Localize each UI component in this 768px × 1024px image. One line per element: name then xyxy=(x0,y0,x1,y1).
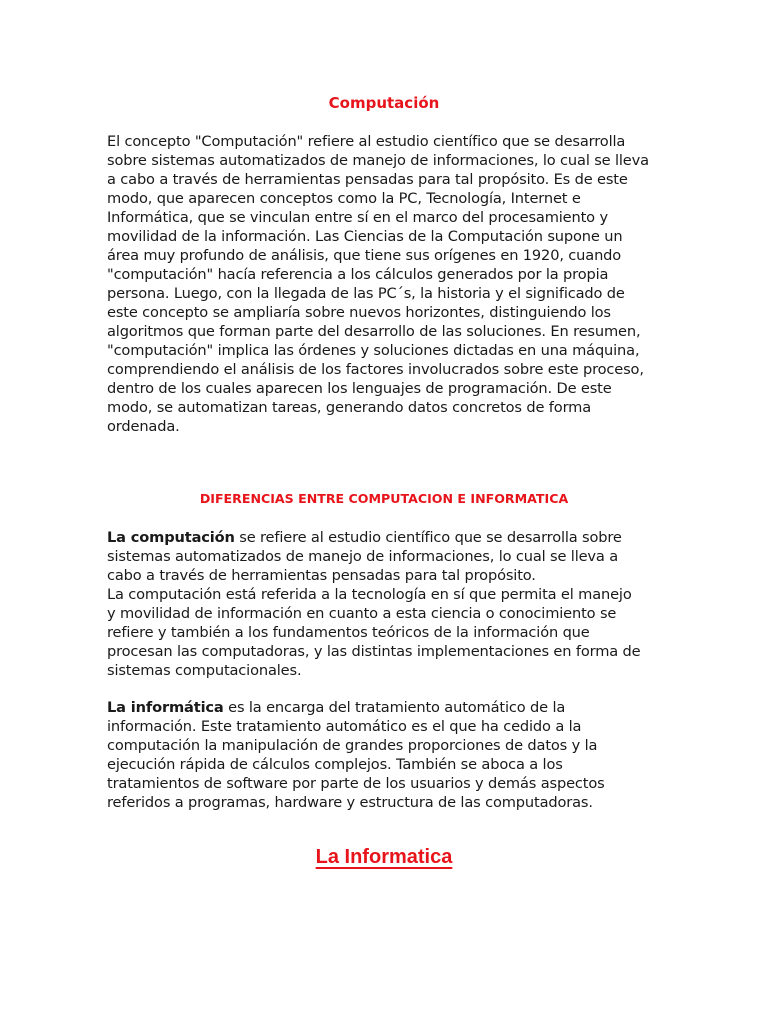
text-line xyxy=(107,698,667,717)
text-line: modo, que aparecen conceptos como la PC, Tecnología, Internet e xyxy=(107,190,581,207)
text-line: área muy profundo de análisis, que tiene sus orígenes en 1920, cuando xyxy=(107,247,622,264)
text-line: persona. Luego, con la llegada de las PC´s, la historia y el significado de xyxy=(107,285,625,302)
bold-term: La computación xyxy=(107,529,235,546)
text-line: tratamientos de software por parte de los usuarios y demás aspectos xyxy=(107,775,605,792)
text-line: sistemas automatizados de manejo de informaciones, lo cual se lleva a xyxy=(107,548,618,565)
text-line: sobre sistemas automatizados de manejo de informaciones, lo cual se lleva xyxy=(107,152,649,169)
text-line: modo, se automatizan tareas, generando datos concretos de forma xyxy=(107,399,592,416)
text-line: este concepto se ampliaría sobre nuevos horizontes, distinguiendo los xyxy=(107,304,611,321)
text-line: algoritmos que forman parte del desarrollo de las soluciones. En resumen, xyxy=(107,323,641,340)
computacion-paragraph xyxy=(107,528,667,680)
text-line: refiere y también a los fundamentos teóricos de la información que xyxy=(107,624,590,641)
text-line: a cabo a través de herramientas pensadas para tal propósito. Es de este xyxy=(107,171,628,188)
text-line: referidos a programas, hardware y estructura de las computadoras. xyxy=(107,794,593,811)
section-heading: DIFERENCIAS ENTRE COMPUTACION E INFORMATICA xyxy=(199,491,569,506)
text-line: La computación está referida a la tecnología en sí que permita el manejo xyxy=(107,586,632,603)
bottom-heading-text: La Informatica xyxy=(315,846,453,868)
text-line: ejecución rápida de cálculos complejos. También se aboca a los xyxy=(107,756,563,773)
text-line: dentro de los cuales aparecen los lenguajes de programación. De este xyxy=(107,380,612,397)
intro-paragraph xyxy=(107,132,667,436)
text-line: sistemas computacionales. xyxy=(107,662,302,679)
bold-term: La informática xyxy=(107,699,224,716)
text-line: movilidad de la información. Las Ciencias de la Computación supone un xyxy=(107,228,623,245)
text-line: información. Este tratamiento automático es el que ha cedido a la xyxy=(107,718,582,735)
text-line xyxy=(107,528,667,547)
text-line: "computación" implica las órdenes y soluciones dictadas en una máquina, xyxy=(107,342,640,359)
text-line: computación la manipulación de grandes proporciones de datos y la xyxy=(107,737,598,754)
text-run: se refiere al estudio científico que se desarrolla sobre xyxy=(234,529,622,546)
bottom-heading xyxy=(0,840,768,874)
text-line: procesan las computadoras, y las distintas implementaciones en forma de xyxy=(107,643,641,660)
text-run: es la encarga del tratamiento automático de la xyxy=(223,699,566,716)
text-line: "computación" hacía referencia a los cálculos generados por la propia xyxy=(107,266,609,283)
text-line: Informática, que se vinculan entre sí en el marco del procesamiento y xyxy=(107,209,608,226)
text-line: y movilidad de información en cuanto a esta ciencia o conocimiento se xyxy=(107,605,617,622)
page-title: Computación xyxy=(328,94,440,112)
informatica-paragraph xyxy=(107,698,667,812)
text-line: cabo a través de herramientas pensadas para tal propósito. xyxy=(107,567,536,584)
text-line: El concepto "Computación" refiere al estudio científico que se desarrolla xyxy=(107,133,626,150)
text-line: comprendiendo el análisis de los factores involucrados sobre este proceso, xyxy=(107,361,644,378)
text-line: ordenada. xyxy=(107,418,180,435)
